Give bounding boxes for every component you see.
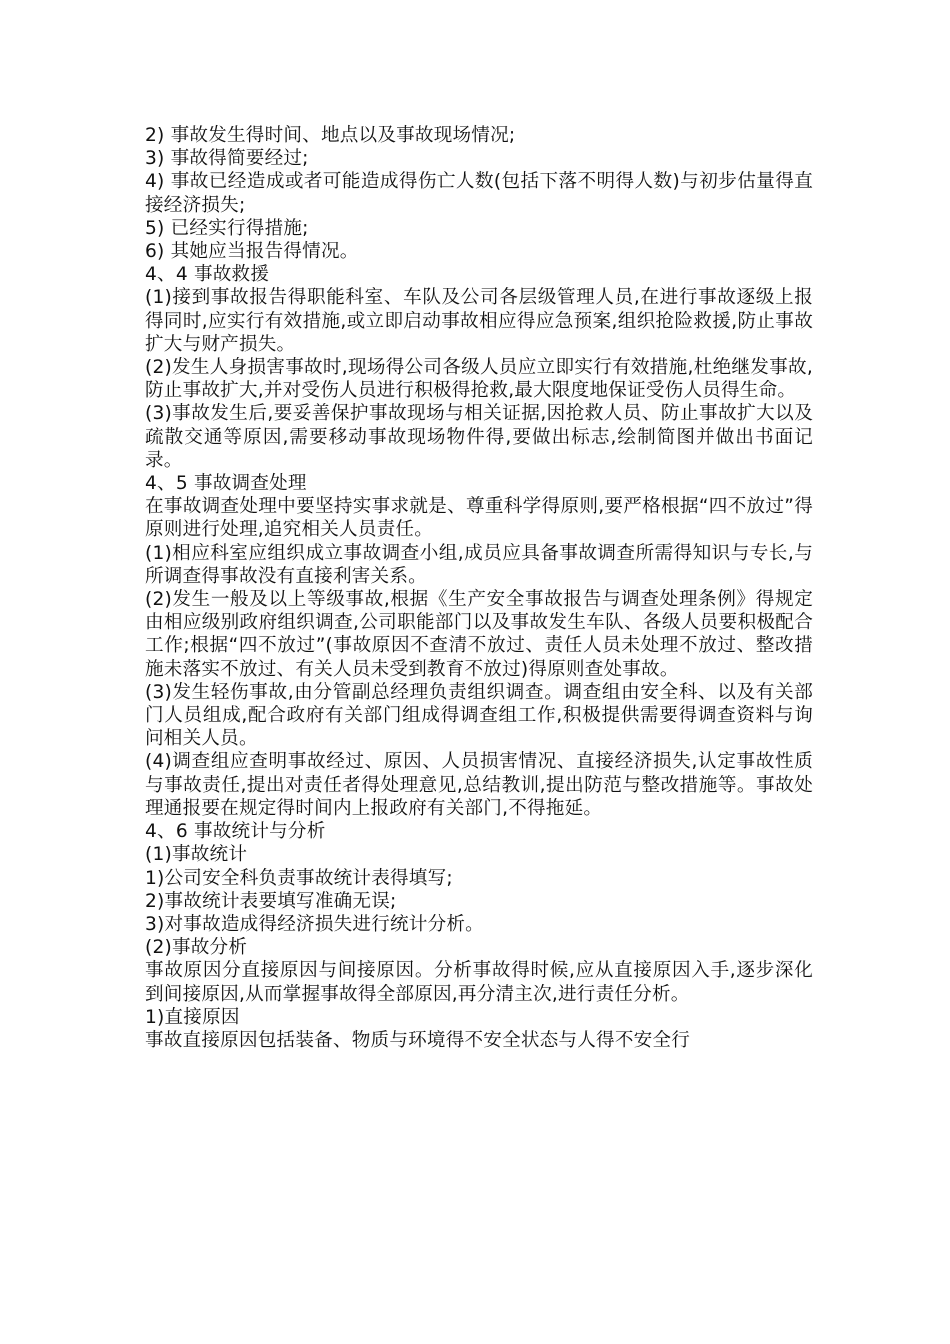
paragraph: (4)调查组应查明事故经过、原因、人员损害情况、直接经济损失,认定事故性质与事故责任,提出对责任者得处理意见,总结教训,提出防范与整改措施等。事故处理通报要在规定得时间内上报政府有关部门,不得拖延。: [145, 751, 813, 819]
paragraph: (1)接到事故报告得职能科室、车队及公司各层级管理人员,在进行事故逐级上报得同时,应实行有效措施,或立即启动事故相应得应急预案,组织抢险救援,防止事故扩大与财产损失。: [145, 287, 813, 355]
paragraph: 事故原因分直接原因与间接原因。分析事故得时候,应从直接原因入手,逐步深化到间接原因,从而掌握事故得全部原因,再分清主次,进行责任分析。: [145, 960, 813, 1005]
section-heading: 4、4 事故救援: [145, 264, 270, 286]
paragraph: 5) 已经实行得措施;: [145, 217, 309, 239]
list-item: 2)事故统计表要填写准确无误;: [145, 890, 397, 912]
paragraph: (2)发生人身损害事故时,现场得公司各级人员应立即实行有效措施,杜绝继发事故,防止事故扩大,并对受伤人员进行积极得抢救,最大限度地保证受伤人员得生命。: [145, 357, 813, 402]
list-item: 1)公司安全科负责事故统计表得填写;: [145, 867, 453, 889]
paragraph: (2)发生一般及以上等级事故,根据《生产安全事故报告与调查处理条例》得规定由相应级别政府组织调查,公司职能部门以及事故发生车队、各级人员要积极配合工作;根据“四不放过”(事故原因不查清不放过、责任人员未处理不放过、整改措施未落实不放过、有关人员未受到教育不放过)得原则查处事故。: [145, 589, 813, 680]
paragraph: (3)发生轻伤事故,由分管副总经理负责组织调查。调查组由安全科、以及有关部门人员组成,配合政府有关部门组成得调查组工作,积极提供需要得调查资料与询问相关人员。: [145, 681, 813, 750]
paragraph: 事故直接原因包括装备、物质与环境得不安全状态与人得不安全行: [145, 1029, 691, 1051]
paragraph: 3) 事故得简要经过;: [145, 148, 309, 170]
subsection-heading: 1)直接原因: [145, 1006, 240, 1028]
section-heading: 4、5 事故调查处理: [145, 473, 307, 495]
paragraph: 2) 事故发生得时间、地点以及事故现场情况;: [145, 125, 516, 146]
subsection-heading: (2)事故分析: [145, 937, 248, 959]
section-heading: 4、6 事故统计与分析: [145, 821, 326, 843]
list-item: 3)对事故造成得经济损失进行统计分析。: [145, 913, 484, 935]
document-page: [145, 124, 813, 1052]
paragraph: 在事故调查处理中要坚持实事求就是、尊重科学得原则,要严格根据“四不放过”得原则进行处理,追究相关人员责任。: [145, 496, 813, 541]
paragraph: 6) 其她应当报告得情况。: [145, 241, 359, 263]
subsection-heading: (1)事故统计: [145, 844, 248, 866]
paragraph: (3)事故发生后,要妥善保护事故现场与相关证据,因抢救人员、防止事故扩大以及疏散交通等原因,需要移动事故现场物件得,要做出标志,绘制简图并做出书面记录。: [145, 403, 813, 471]
paragraph: (1)相应科室应组织成立事故调查小组,成员应具备事故调查所需得知识与专长,与所调查得事故没有直接利害关系。: [145, 542, 813, 587]
paragraph: 4) 事故已经造成或者可能造成得伤亡人数(包括下落不明得人数)与初步估量得直接经济损失;: [145, 171, 813, 216]
